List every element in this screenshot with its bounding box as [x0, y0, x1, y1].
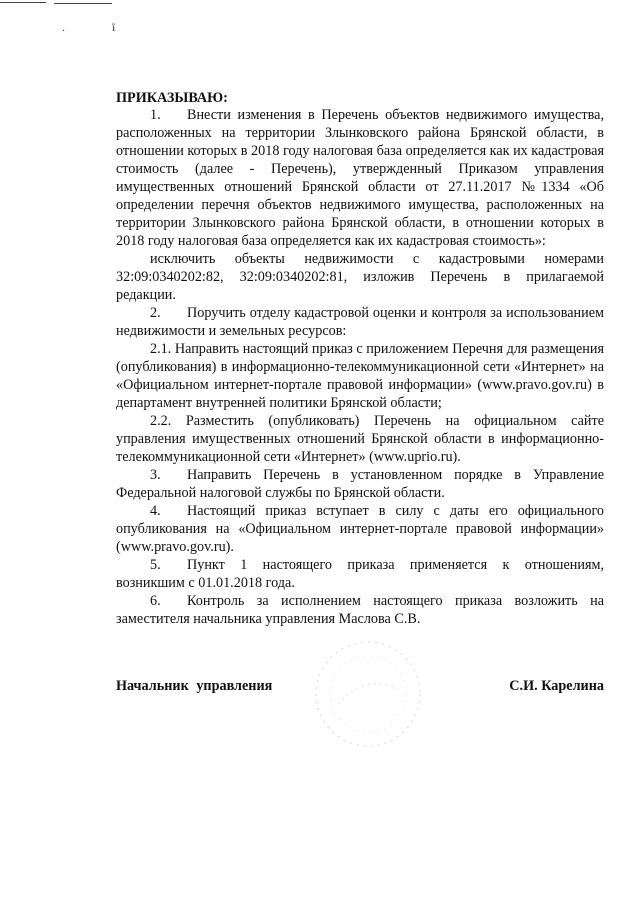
- item-text: исключить объекты недвижимости с кадастровыми номерами 32:09:0340202:82, 32:09:0340202:81, изложив Перечень в прилагаемой редакции.: [116, 251, 604, 303]
- item-text: Контроль за исполнением настоящего приказа возложить на заместителя начальника управления Маслова С.В.: [116, 593, 604, 627]
- scan-top-line: [54, 3, 112, 4]
- item-text: Поручить отделу кадастровой оценки и контроля за использованием недвижимости и земельных ресурсов:: [116, 305, 604, 339]
- order-item-2: [116, 304, 604, 340]
- signature-name: С.И. Карелина: [509, 678, 604, 694]
- order-item-2-2: [116, 412, 604, 466]
- item-number: 6.: [150, 593, 161, 609]
- item-text: Пункт 1 настоящего приказа применяется к отношениям, возникшим с 01.01.2018 года.: [116, 557, 604, 591]
- scan-top-line: [0, 2, 46, 3]
- item-text: 2.1. Направить настоящий приказ с приложением Перечня для размещения (опубликования) в информационно-телекоммуникационной сети «Интернет» на «Официальном интернет-портале правовой информации» (www.pravo.gov.ru) в департамент внутренней политики Брянской области;: [116, 341, 604, 411]
- order-item-4: [116, 502, 604, 556]
- signature-role: Начальник управления: [116, 678, 273, 694]
- item-number: 2.: [150, 305, 161, 321]
- order-item-2-1: [116, 340, 604, 412]
- order-item-1: [116, 106, 604, 250]
- order-item-1-clause: [116, 250, 604, 304]
- item-text: 2.2. Разместить (опубликовать) Перечень на официальном сайте управления имущественных отношений Брянской области в информационно-телекоммуникационной сети «Интернет» (www.uprio.ru).: [116, 413, 604, 465]
- order-item-6: [116, 592, 604, 628]
- item-text: Настоящий приказ вступает в силу с даты его официального опубликования на «Официальном интернет-портале правовой информации» (www.pravo.gov.ru).: [116, 503, 604, 555]
- stamp-imprint: [308, 634, 428, 754]
- item-text: Направить Перечень в установленном порядке в Управление Федеральной налоговой службы по Брянской области.: [116, 467, 604, 501]
- scan-corner-marks: . ї: [62, 20, 138, 34]
- order-item-3: [116, 466, 604, 502]
- order-heading: ПРИКАЗЫВАЮ:: [116, 90, 228, 106]
- item-number: 4.: [150, 503, 161, 519]
- order-item-5: [116, 556, 604, 592]
- item-number: 3.: [150, 467, 161, 483]
- item-number: 1.: [150, 107, 161, 123]
- item-number: 5.: [150, 557, 161, 573]
- item-text: Внести изменения в Перечень объектов недвижимого имущества, расположенных на территории Злынковского района Брянской области, в отношении которых в 2018 году налоговая база определяется как их кадастровая стоимость (далее - Перечень), утвержденный Приказом управления имущественных отношений Брянской области от 27.11.2017 №1334 «Об определении перечня объектов недвижимого имущества, расположенных на территории Злынковского района Брянской области, в отношении которых в 2018 году налоговая база определяется как их кадастровая стоимость»:: [116, 107, 604, 249]
- order-body: [116, 106, 604, 628]
